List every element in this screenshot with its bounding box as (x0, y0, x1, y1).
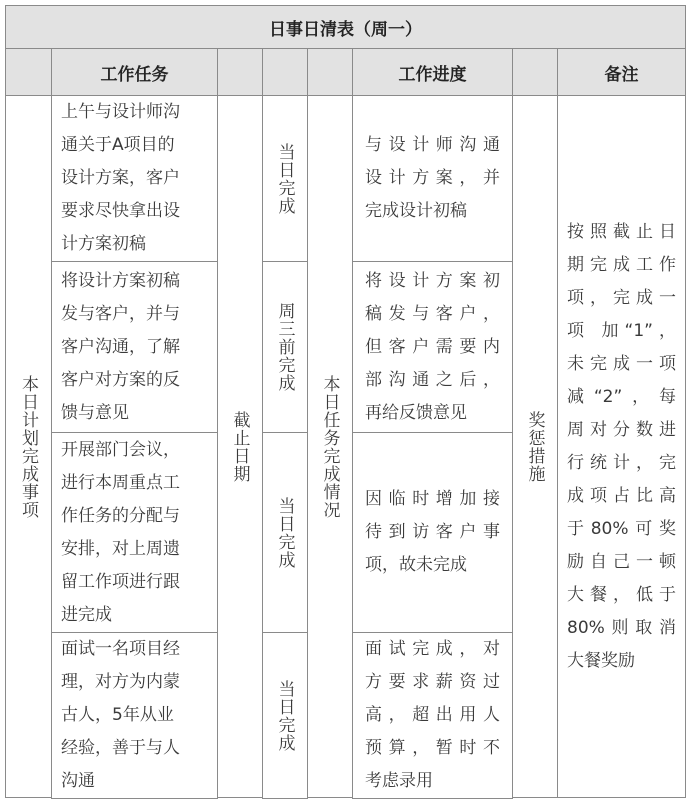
progress-line: 将设计方案初 (365, 270, 500, 291)
notes-line: 项，完成一 (567, 287, 676, 308)
task-line: 要求尽快拿出设 (61, 201, 180, 221)
reward-label (512, 95, 558, 798)
deadline-label-text: 截止日期 (229, 410, 250, 483)
header-blank (217, 48, 263, 96)
progress-line: 项，故未完成 (365, 555, 467, 575)
task-line: 通关于A项目的 (61, 135, 175, 155)
task-line: 开展部门会议， (61, 439, 180, 460)
header-blank (5, 48, 52, 96)
task-line: 将设计方案初稿 (61, 270, 180, 291)
reward-label-text: 奖惩措施 (524, 410, 545, 483)
header-blank (262, 48, 308, 96)
progress-cell (352, 632, 513, 799)
plan-label-text: 本日计划完成事项 (18, 374, 38, 519)
progress-line: 与设计师沟通 (365, 135, 500, 155)
notes-line: 期完成工作 (567, 254, 676, 275)
deadline-text: 当日完成 (274, 142, 295, 215)
progress-line: 面试完成，对 (365, 639, 500, 659)
status-label (307, 95, 353, 798)
task-line: 安排，对上周遗 (61, 538, 180, 559)
task-line: 客户沟通，了解 (61, 336, 180, 357)
notes-line: 大餐奖励 (567, 650, 635, 671)
task-line: 进行本周重点工 (61, 472, 180, 493)
deadline-text: 周三前完成 (274, 302, 295, 392)
progress-line: 考虑录用 (365, 771, 433, 791)
header-progress: 工作进度 (352, 48, 513, 96)
notes-line: 按照截止日 (567, 221, 676, 242)
progress-line: 预算，暂时不 (365, 738, 500, 758)
task-cell (51, 432, 218, 633)
task-line: 留工作项进行跟 (61, 571, 180, 592)
task-cell (51, 95, 218, 262)
task-line: 计方案初稿 (61, 234, 146, 254)
task-line: 面试一名项目经 (61, 639, 180, 659)
deadline-text: 当日完成 (274, 496, 295, 569)
header-task: 工作任务 (51, 48, 218, 96)
deadline-text: 当日完成 (274, 679, 295, 752)
notes-line: 励自己一顿 (567, 551, 676, 572)
header-blank (512, 48, 558, 96)
progress-line: 但客户需要内 (365, 336, 500, 357)
progress-line: 待到访客户事 (365, 522, 500, 542)
task-line: 沟通 (61, 771, 95, 791)
task-line: 古人，5年从业 (61, 705, 174, 725)
task-line: 馈与意见 (61, 402, 129, 423)
deadline-cell (262, 432, 308, 633)
notes-line: 行统计，完 (567, 452, 676, 473)
notes-line: 未完成一项 (567, 353, 676, 374)
progress-line: 完成设计初稿 (365, 201, 467, 221)
progress-line: 再给反馈意见 (365, 402, 467, 423)
task-line: 上午与设计师沟 (61, 102, 180, 122)
notes-line: 减“2”，每 (567, 386, 676, 407)
progress-cell (352, 95, 513, 262)
notes-line: 周对分数进 (567, 419, 676, 440)
task-cell (51, 632, 218, 799)
deadline-label (217, 95, 263, 798)
header-blank (307, 48, 353, 96)
progress-line: 部沟通之后， (365, 369, 500, 390)
progress-line: 方要求薪资过 (365, 672, 500, 692)
task-line: 经验，善于与人 (61, 738, 180, 758)
plan-label (5, 95, 52, 798)
status-label-text: 本日任务完成情况 (319, 374, 340, 519)
notes-line: 于80%可奖 (567, 518, 676, 539)
deadline-cell (262, 632, 308, 799)
table-title: 日事日清表（周一） (5, 5, 686, 49)
task-line: 发与客户，并与 (61, 303, 180, 324)
progress-line: 设计方案，并 (365, 168, 500, 188)
progress-line: 稿发与客户， (365, 303, 500, 324)
progress-line: 因临时增加接 (365, 489, 500, 509)
task-line: 理，对方为内蒙 (61, 672, 180, 692)
progress-cell (352, 432, 513, 633)
notes-cell (557, 95, 686, 798)
task-line: 设计方案，客户 (61, 168, 180, 188)
notes-line: 80%则取消 (567, 617, 676, 638)
task-cell (51, 261, 218, 433)
notes-line: 成项占比高 (567, 485, 676, 506)
progress-line: 高，超出用人 (365, 705, 500, 725)
task-line: 客户对方案的反 (61, 369, 180, 390)
task-line: 作任务的分配与 (61, 505, 180, 526)
notes-line: 大餐，低于 (567, 584, 676, 605)
progress-cell (352, 261, 513, 433)
header-notes: 备注 (557, 48, 686, 96)
notes-line: 项 加“1”， (567, 320, 676, 341)
deadline-cell (262, 261, 308, 433)
deadline-cell (262, 95, 308, 262)
task-line: 进完成 (61, 604, 112, 625)
